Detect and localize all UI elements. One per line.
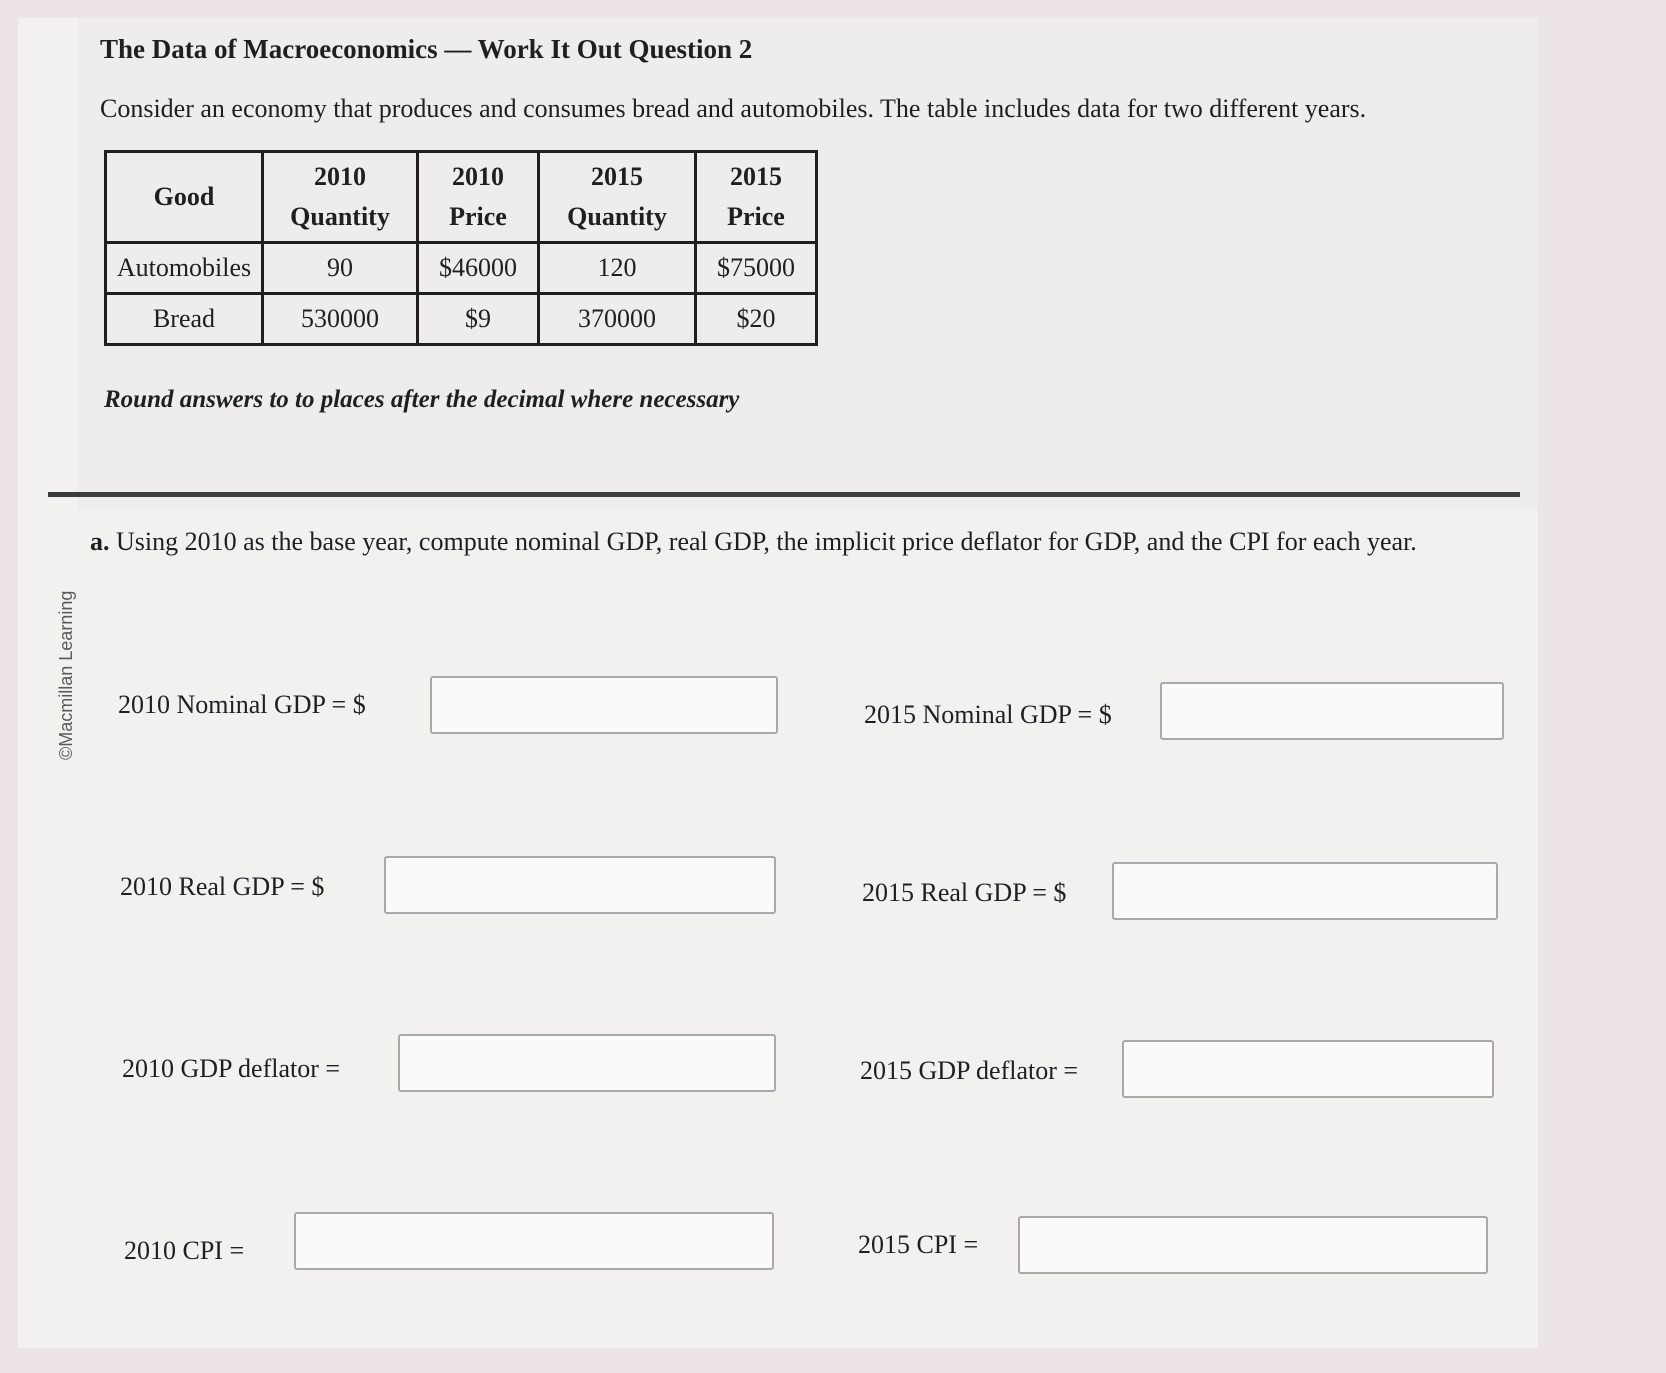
table-cell: 90	[263, 243, 418, 294]
question-a	[90, 527, 1417, 557]
table-cell: 370000	[539, 294, 696, 345]
publisher-watermark: ©Macmillan Learning	[56, 590, 76, 760]
real-gdp-2010-label: 2010 Real GDP = $	[120, 872, 325, 901]
table-cell: 530000	[263, 294, 418, 345]
real-gdp-2015-input[interactable]	[1112, 862, 1498, 920]
nominal-gdp-2015-input[interactable]	[1160, 682, 1504, 740]
question-marker: a.	[90, 527, 110, 556]
table-cell: $20	[696, 294, 817, 345]
table-cell: Bread	[106, 294, 263, 345]
table-row	[106, 294, 817, 345]
question-text: Using 2010 as the base year, compute nominal GDP, real GDP, the implicit price deflator for GDP, and the CPI for each year.	[116, 527, 1417, 556]
cpi-2010-input[interactable]	[294, 1212, 774, 1270]
table-cell: $75000	[696, 243, 817, 294]
gdp-deflator-2010-label: 2010 GDP deflator =	[122, 1054, 341, 1083]
page-title: The Data of Macroeconomics — Work It Out Question 2	[100, 34, 753, 64]
gdp-deflator-2015-label: 2015 GDP deflator =	[860, 1056, 1079, 1085]
table-cell: $46000	[418, 243, 539, 294]
table-cell: 120	[539, 243, 696, 294]
cpi-2010-label: 2010 CPI =	[124, 1236, 245, 1265]
gdp-deflator-2015-input[interactable]	[1122, 1040, 1494, 1098]
data-table	[104, 150, 818, 346]
cpi-2015-label: 2015 CPI =	[858, 1230, 979, 1259]
column-header-2010-price: 2010 Price	[418, 152, 539, 243]
cpi-2015-input[interactable]	[1018, 1216, 1488, 1274]
gdp-deflator-2010-input[interactable]	[398, 1034, 776, 1092]
column-header-2015-price: 2015 Price	[696, 152, 817, 243]
column-header-good: Good	[106, 152, 263, 243]
table-row	[106, 243, 817, 294]
nominal-gdp-2010-label: 2010 Nominal GDP = $	[118, 690, 366, 719]
column-header-2010-quantity: 2010 Quantity	[263, 152, 418, 243]
table-cell: Automobiles	[106, 243, 263, 294]
real-gdp-2015-label: 2015 Real GDP = $	[862, 878, 1067, 907]
nominal-gdp-2015-label: 2015 Nominal GDP = $	[864, 700, 1112, 729]
rounding-note: Round answers to to places after the decimal where necessary	[104, 386, 740, 413]
table-header-row	[106, 152, 817, 243]
section-divider	[48, 492, 1520, 497]
column-header-2015-quantity: 2015 Quantity	[539, 152, 696, 243]
nominal-gdp-2010-input[interactable]	[430, 676, 778, 734]
real-gdp-2010-input[interactable]	[384, 856, 776, 914]
table-cell: $9	[418, 294, 539, 345]
problem-intro: Consider an economy that produces and consumes bread and automobiles. The table includes data for two different years.	[100, 94, 1367, 123]
